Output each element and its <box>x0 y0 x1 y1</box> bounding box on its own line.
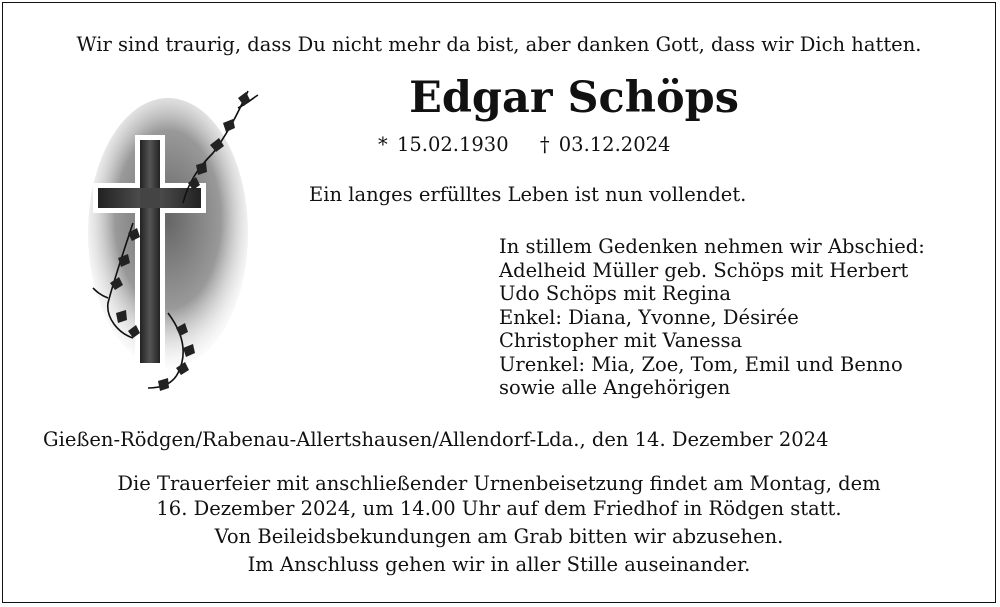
funeral-info-line: Von Beileidsbekundungen am Grab bitten wir abzusehen. <box>214 525 784 548</box>
motto-text: Wir sind traurig, dass Du nicht mehr da bist, aber danken Gott, dass wir Dich hatten. <box>76 33 922 56</box>
mourners-intro: In stillem Gedenken nehmen wir Abschied: <box>499 235 925 258</box>
lifeline-text: Ein langes erfülltes Leben ist nun vollendet. <box>309 183 747 206</box>
funeral-info-line: Im Anschluss gehen wir in aller Stille auseinander. <box>247 553 751 576</box>
deceased-name: Edgar Schöps <box>409 73 739 123</box>
mourners-block <box>499 235 925 400</box>
mourner-line: Udo Schöps mit Regina <box>499 282 732 305</box>
death-date: † 03.12.2024 <box>539 133 671 156</box>
cross-ivy-illustration <box>88 83 263 398</box>
halo-shading <box>88 98 248 368</box>
mourner-line: Christopher mit Vanessa <box>499 329 743 352</box>
mourner-line: Enkel: Diana, Yvonne, Désirée <box>499 305 799 329</box>
mourner-line: Urenkel: Mia, Zoe, Tom, Emil und Benno <box>499 352 903 376</box>
funeral-info-line: 16. Dezember 2024, um 14.00 Uhr auf dem Friedhof in Rödgen statt. <box>156 497 842 520</box>
place-date-line: Gießen-Rödgen/Rabenau-Allertshausen/Allendorf-Lda., den 14. Dezember 2024 <box>43 428 829 451</box>
obituary-notice <box>2 2 996 603</box>
funeral-info-block <box>3 471 995 577</box>
funeral-info-line: Die Trauerfeier mit anschließender Urnenbeisetzung findet am Montag, dem <box>117 472 881 495</box>
mourner-line: sowie alle Angehörigen <box>499 376 731 399</box>
mourner-line: Adelheid Müller geb. Schöps mit Herbert <box>499 258 909 282</box>
birth-date: * 15.02.1930 <box>378 133 509 156</box>
life-dates <box>378 133 670 156</box>
